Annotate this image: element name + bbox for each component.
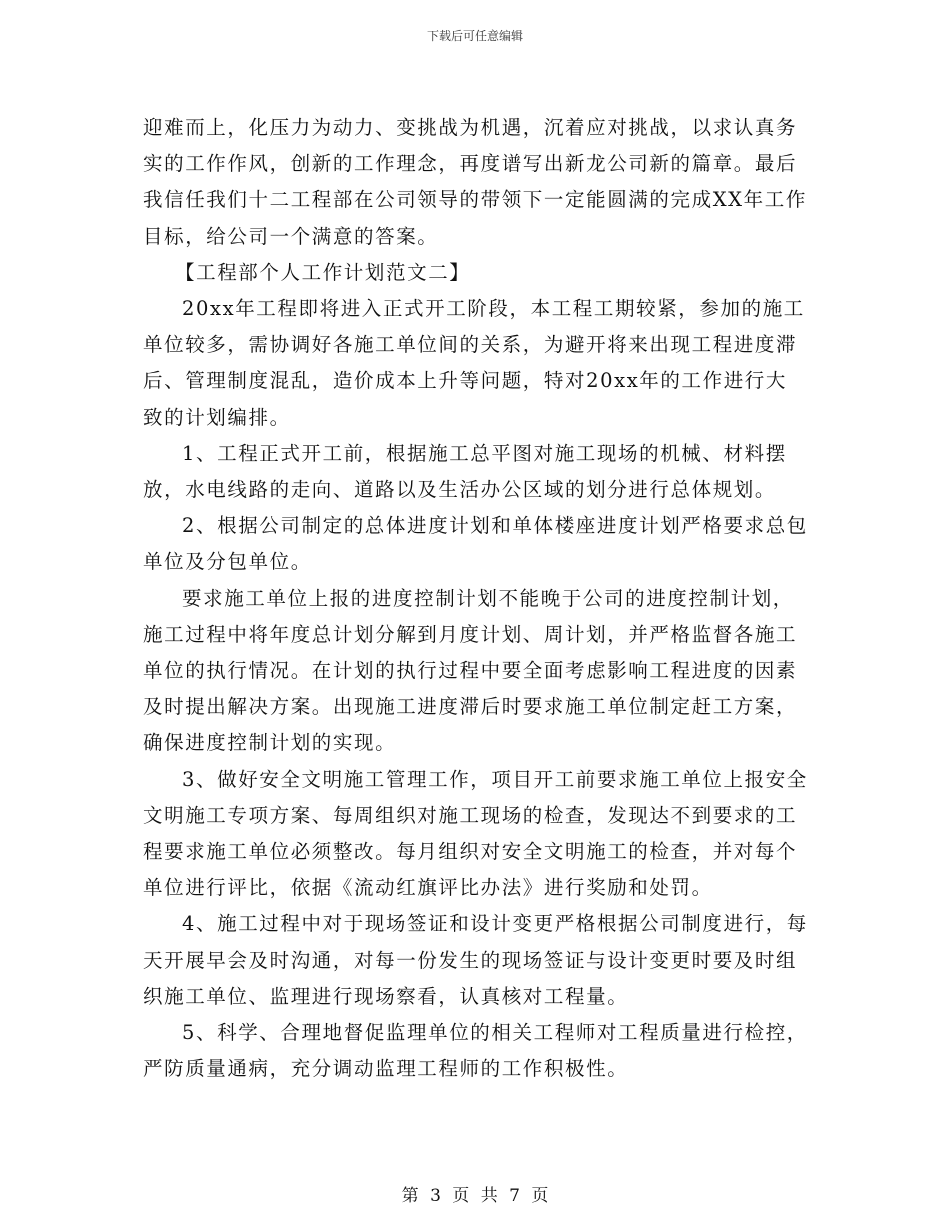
paragraph-item-2: 2、根据公司制定的总体进度计划和单体楼座进度计划严格要求总包单位及分包单位。 [143, 514, 808, 574]
paragraph-item-1: 1、工程正式开工前，根据施工总平图对施工现场的机械、材料摆放，水电线路的走向、道路以及生活办公区域的划分进行总体规划。 [143, 441, 787, 502]
paragraph-intro: 20xx年工程即将进入正式开工阶段，本工程工期较紧，参加的施工单位较多，需协调好各施工单位间的关系，为避开将来出现工程进度滞后、管理制度混乱，造价成本上升等问题，特对20xx年的工作进行大致的计划编排。 [143, 297, 805, 429]
paragraph-item-3: 3、做好安全文明施工管理工作，项目开工前要求施工单位上报安全文明施工专项方案、每周组织对施工现场的检查，发现达不到要求的工程要求施工单位必须整改。每月组织对安全文明施工的检查，并对每个单位进行评比，依据《流动红旗评比办法》进行奖励和处罚。 [143, 767, 808, 900]
paragraph-item-2-detail: 要求施工单位上报的进度控制计划不能晚于公司的进度控制计划，施工过程中将年度总计划分解到月度计划、周计划，并严格监督各施工单位的执行情况。在计划的执行过程中要全面考虑影响工程进度的因素及时提出解决方案。出现施工进度滞后时要求施工单位制定赶工方案，确保进度控制计划的实现。 [143, 586, 798, 755]
paragraph-continuation: 迎难而上，化压力为动力、变挑战为机遇，沉着应对挑战，以求认真务实的工作作风，创新的工作理念，再度谱写出新龙公司新的篇章。最后我信任我们十二工程部在公司领导的带领下一定能圆满的完成XX年工作目标，给公司一个满意的答案。 [143, 116, 807, 248]
page-footer: 第 3 页 共 7 页 [401, 1186, 549, 1206]
page-header: 下载后可任意编辑 [426, 29, 523, 43]
paragraph-item-5: 5、科学、合理地督促监理单位的相关工程师对工程质量进行检控，严防质量通病，充分调动监理工程师的工作积极性。 [143, 1021, 808, 1081]
document-body [143, 110, 808, 1087]
section-heading: 【工程部个人工作计划范文二】 [175, 260, 471, 284]
paragraph-item-4: 4、施工过程中对于现场签证和设计变更严格根据公司制度进行，每天开展早会及时沟通，对每一份发生的现场签证与设计变更时要及时组织施工单位、监理进行现场察看，认真核对工程量。 [143, 912, 808, 1008]
